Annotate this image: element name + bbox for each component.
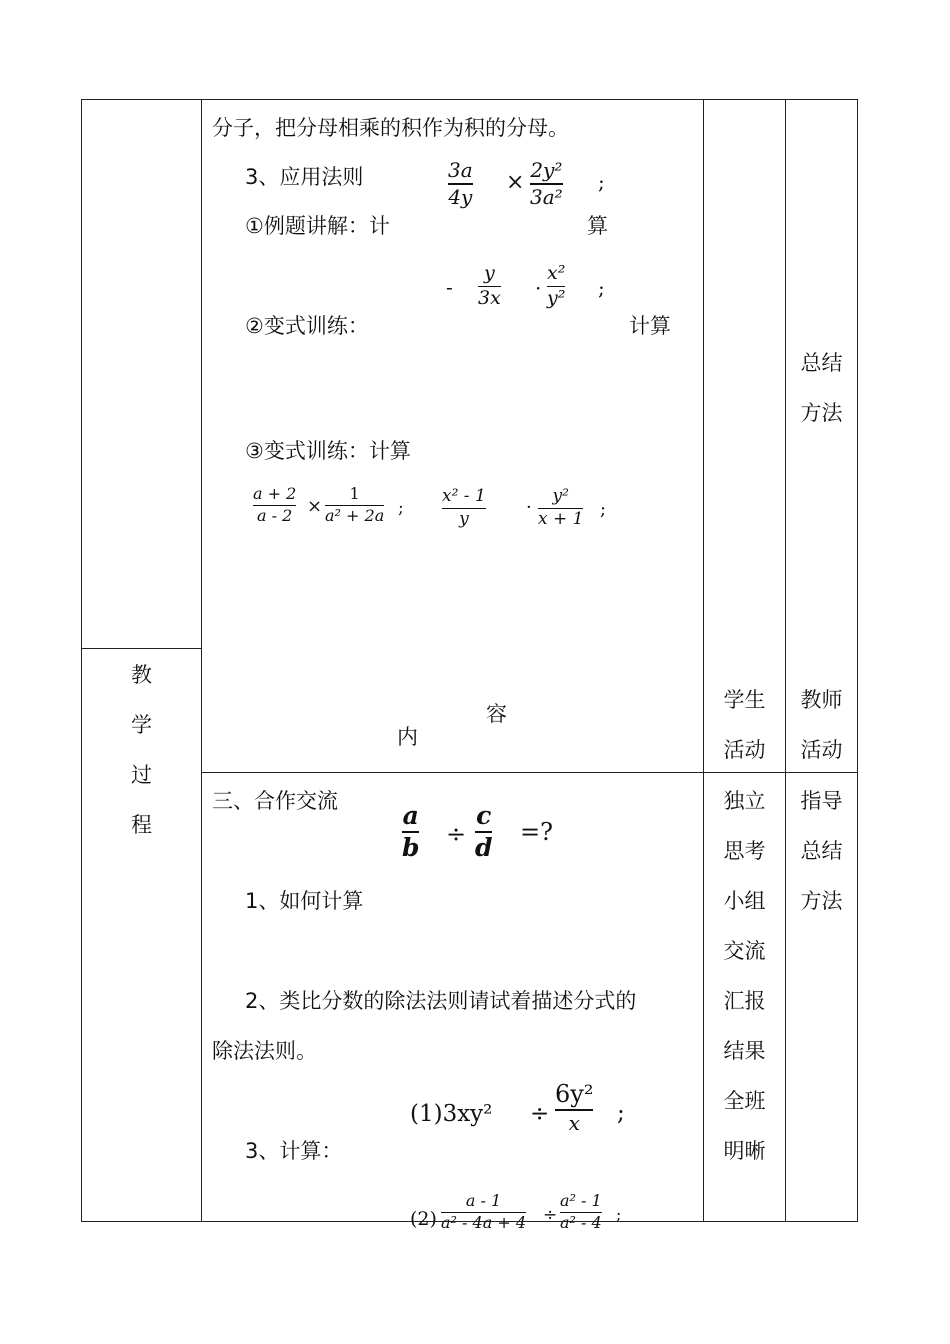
activity-item: 总结 <box>800 839 843 863</box>
example-label-end: 算 <box>587 214 608 238</box>
semicolon: ; <box>617 1100 625 1126</box>
semicolon: ; <box>616 1205 622 1224</box>
exercise-2-prefix: (2) <box>410 1208 437 1230</box>
activity-item: 交流 <box>723 939 766 963</box>
denominator: 3a² <box>530 184 563 209</box>
numerator: c <box>476 801 492 830</box>
table-top-border <box>81 99 858 100</box>
fraction <box>475 803 492 862</box>
student-activity-list <box>704 776 785 1176</box>
activity-item: 小组 <box>723 889 766 913</box>
denominator: a² - 4 <box>560 1213 602 1233</box>
example-label: ①例题讲解：计 <box>245 214 390 238</box>
label-char: 教 <box>131 663 152 687</box>
teacher-activity-list <box>786 776 857 926</box>
activity-item: 结果 <box>723 1039 766 1063</box>
numerator: x² - 1 <box>442 486 486 506</box>
divide-operator: ÷ <box>530 1101 550 1127</box>
col-border-4 <box>785 99 786 1222</box>
activity-item: 汇报 <box>723 989 766 1013</box>
header-line: 学生 <box>723 688 766 712</box>
cooperation-heading: 三、合作交流 <box>212 789 338 813</box>
denominator: x + 1 <box>538 509 584 530</box>
variant-training-3-label: ③变式训练：计算 <box>245 439 411 463</box>
times-operator: × <box>506 170 525 195</box>
denominator: b <box>402 833 420 863</box>
col-border-2 <box>201 99 202 1222</box>
row-divider-left <box>81 648 202 649</box>
semicolon: ; <box>600 499 607 520</box>
fraction <box>547 264 565 309</box>
denominator: a² - 4a + 4 <box>441 1213 527 1233</box>
fraction <box>560 1193 602 1232</box>
dot-operator: · <box>526 497 532 518</box>
numerator: y² <box>552 486 569 506</box>
numerator: x² <box>547 262 566 284</box>
fraction <box>530 160 563 208</box>
denominator: a - 2 <box>257 506 293 526</box>
semicolon: ; <box>398 498 404 518</box>
question-2-line-2: 除法法则。 <box>212 1039 317 1063</box>
numerator: y <box>484 262 495 284</box>
fraction <box>402 803 419 862</box>
fraction <box>538 488 583 529</box>
fraction <box>253 486 296 525</box>
header-line: 教师 <box>800 688 843 712</box>
numerator: a - 1 <box>465 1191 502 1210</box>
numerator: 3a <box>448 158 473 182</box>
activity-item: 思考 <box>723 839 766 863</box>
question-1: 1、如何计算 <box>245 889 364 913</box>
denominator: x <box>568 1110 580 1135</box>
label-char: 过 <box>131 763 152 787</box>
denominator: y <box>459 509 469 530</box>
denominator: 4y <box>448 184 473 209</box>
question-2-line-1: 2、类比分数的除法法则请试着描述分式的 <box>245 989 637 1013</box>
upper-teacher-note <box>786 338 857 438</box>
divide-operator: ÷ <box>543 1205 558 1225</box>
numerator: a <box>402 801 419 830</box>
apply-rule-heading: 3、应用法则 <box>245 165 364 189</box>
times-operator: × <box>307 496 323 517</box>
header-line: 活动 <box>723 738 766 762</box>
content-header-part-2: 内 <box>397 725 418 749</box>
numerator: a + 2 <box>253 484 297 503</box>
activity-item: 指导 <box>800 789 843 813</box>
teacher-activity-header <box>786 675 857 775</box>
numerator: 2y² <box>530 158 563 182</box>
variant-training-2-label: ②变式训练： <box>245 314 369 338</box>
col-border-5 <box>857 99 858 1222</box>
fraction <box>478 264 501 309</box>
semicolon: ; <box>598 276 605 300</box>
numerator: 6y² <box>555 1080 594 1108</box>
content-header-part-1: 容 <box>486 702 507 726</box>
question-3: 3、计算： <box>245 1139 343 1163</box>
denominator: 3x <box>478 287 501 310</box>
label-char: 程 <box>131 813 152 837</box>
multiplication-rule-tail: 分子，把分母相乘的积作为积的分母。 <box>212 116 569 140</box>
fraction <box>441 1193 526 1232</box>
activity-item: 方法 <box>800 889 843 913</box>
fraction <box>555 1082 593 1134</box>
teaching-process-label <box>82 650 201 850</box>
header-line: 活动 <box>800 738 843 762</box>
activity-item: 明晰 <box>723 1139 766 1163</box>
fraction <box>448 160 473 208</box>
exercise-1-prefix: (1)3xy² <box>410 1101 493 1127</box>
fraction <box>442 488 486 529</box>
minus-sign: - <box>446 275 453 299</box>
semicolon: ; <box>598 170 605 194</box>
note-line: 总结 <box>800 351 843 375</box>
equals-question: =? <box>520 818 553 846</box>
denominator: a² + 2a <box>325 506 385 526</box>
label-char: 学 <box>131 713 152 737</box>
numerator: a² - 1 <box>560 1191 602 1210</box>
fraction <box>325 486 384 525</box>
student-activity-header <box>704 675 785 775</box>
activity-item: 全班 <box>723 1089 766 1113</box>
note-line: 方法 <box>800 401 843 425</box>
denominator: y² <box>547 287 566 310</box>
denominator: d <box>475 833 493 863</box>
dot-operator: · <box>535 276 542 300</box>
divide-operator: ÷ <box>446 820 467 848</box>
numerator: 1 <box>349 484 360 503</box>
variant-training-2-compute: 计算 <box>629 314 671 338</box>
activity-item: 独立 <box>723 789 766 813</box>
